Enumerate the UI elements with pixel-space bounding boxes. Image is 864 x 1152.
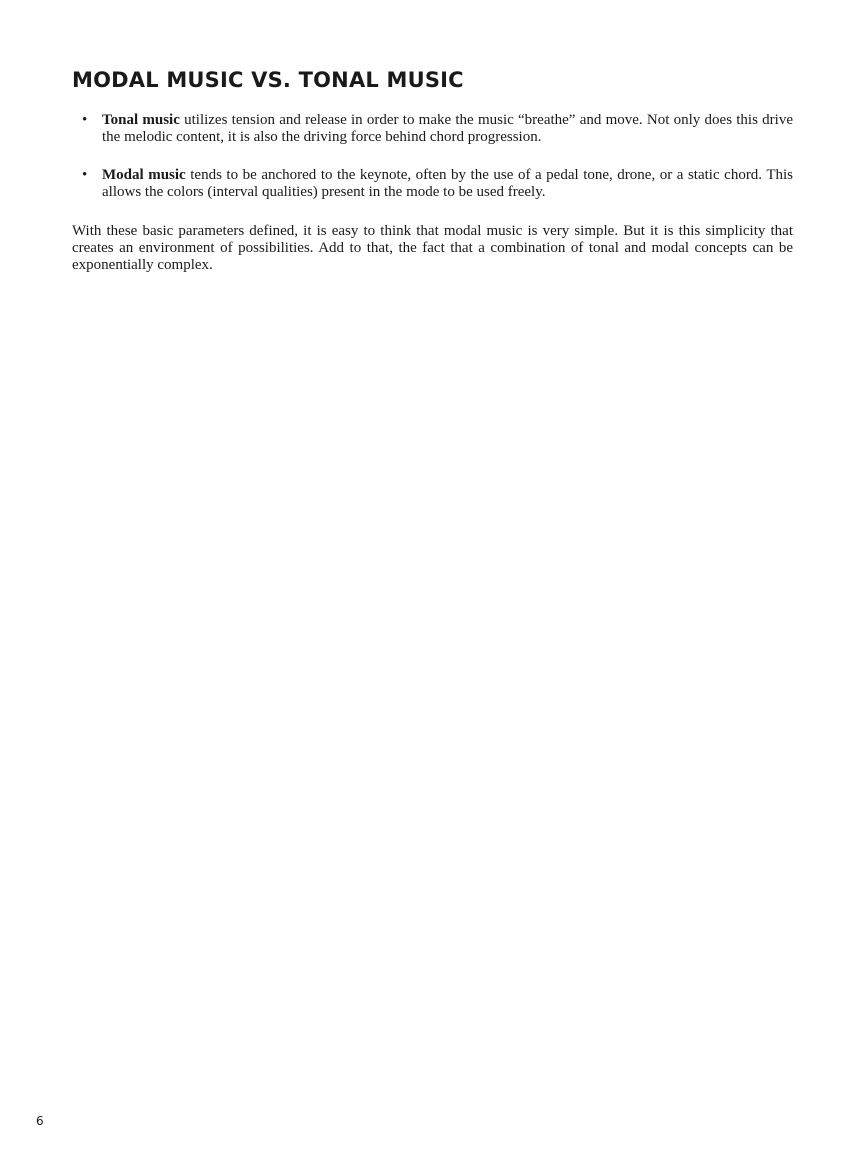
page-number: 6	[36, 1114, 44, 1128]
closing-paragraph: With these basic parameters defined, it is easy to think that modal music is very simple. But it is this simplicity that creates an environment of possibilities. Add to that, the fact that a combination of tonal and modal concepts can be exponentially complex.	[72, 223, 793, 273]
list-item-modal-music	[72, 167, 793, 201]
term-tonal-music: Tonal music	[102, 112, 180, 128]
term-modal-music: Modal music	[102, 167, 186, 183]
bullet-text-modal-music: tends to be anchored to the keynote, often by the use of a pedal tone, drone, or a static chord. This allows the colors (interval qualities) present in the mode to be used freely.	[102, 167, 793, 200]
bullet-text-tonal-music: utilizes tension and release in order to make the music “breathe” and move. Not only does this drive the melodic content, it is also the driving force behind chord progression.	[102, 112, 793, 145]
page-title: MODAL MUSIC VS. TONAL MUSIC	[72, 68, 464, 92]
list-item-tonal-music	[72, 112, 793, 146]
bullet-list	[72, 112, 793, 222]
bullet-icon: •	[82, 112, 88, 128]
bullet-icon: •	[82, 167, 88, 183]
